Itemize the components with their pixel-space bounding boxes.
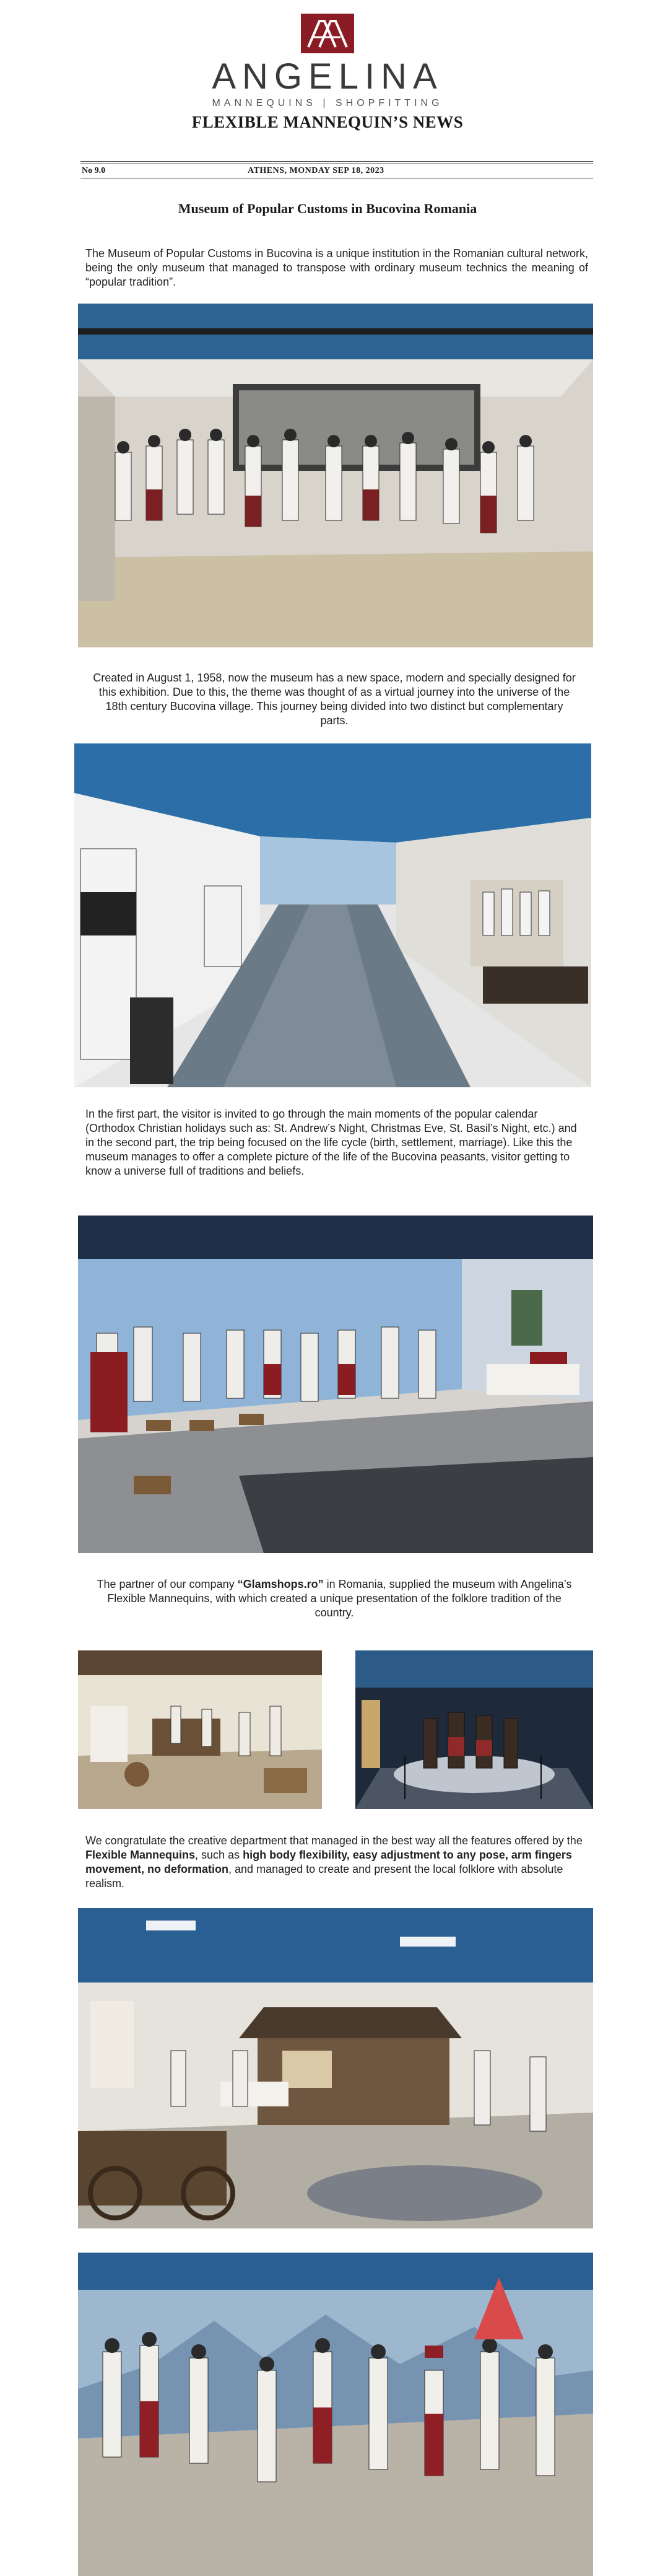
article-title: Museum of Popular Customs in Bucovina Romania xyxy=(178,201,477,216)
angelina-logo-mark xyxy=(301,14,354,53)
double-rule xyxy=(80,161,593,162)
partner-text-before: The partner of our company xyxy=(97,1578,238,1590)
congrats-bold-2: high body flexibility, easy adjustment to any pose, arm fingers movement, no deformation xyxy=(85,1849,572,1875)
congrats-bold-1: Flexible Mannequins xyxy=(85,1849,196,1861)
brand-header xyxy=(0,14,655,109)
issue-dateline: ATHENS, MONDAY SEP 18, 2023 xyxy=(248,166,384,175)
partner-paragraph xyxy=(93,1577,576,1620)
history-paragraph: Created in August 1, 1958, now the museum has a new space, modern and specially designed for this exhibition. Due to this, the theme was thought of as a virtual journey into the universe of the 18th century Bucovina village. This journey being divided into two distinct but complementary parts. xyxy=(93,672,576,727)
visit-paragraph: In the first part, the visitor is invited to go through the main moments of the popular calendar (Orthodox Christian holidays such as: St. Andrew’s Night, Christmas Eve, St. Basil’s Night, etc.) and in the second part, the trip being focused on the life cycle (birth, settlement, marriage). Like this the museum manages to offer a complete picture of the life of the Bucovina peasants, visitor getting to know a universe full of traditions and beliefs. xyxy=(85,1108,577,1177)
village-interior-photo xyxy=(78,1650,322,1809)
village-house-photo xyxy=(78,1908,593,2228)
museum-calendar-photo xyxy=(78,1216,593,1553)
congrats-paragraph xyxy=(85,1834,588,1891)
congrats-text-1: We congratulate the creative department that managed in the best way all the features offered by the xyxy=(85,1834,583,1847)
partner-text-after: in Romania, supplied the museum with Angelina’s Flexible Mannequins, with which created a unique presentation of the folklore tradition of the country. xyxy=(107,1578,572,1619)
issue-number: No 9.0 xyxy=(82,166,106,175)
congrats-text-3: , and managed to create and present the local folklore with absolute realism. xyxy=(85,1863,563,1890)
folk-scene-photo xyxy=(355,1650,593,1809)
museum-corridor-photo xyxy=(74,743,591,1087)
intro-paragraph: The Museum of Popular Customs in Bucovina is a unique institution in the Romanian cultural network, being the only museum that managed to transpose with ordinary museum technics the meaning of “popular tradition”. xyxy=(85,247,588,288)
partner-name: “Glamshops.ro” xyxy=(237,1578,324,1590)
newsletter-title: FLEXIBLE MANNEQUIN’S NEWS xyxy=(191,113,464,131)
brand-tagline: MANNEQUINS | SHOPFITTING xyxy=(212,98,443,108)
folk-group-photo xyxy=(78,2253,593,2576)
brand-name: ANGELINA xyxy=(212,56,443,97)
congrats-text-2: , such as xyxy=(195,1849,243,1861)
museum-hall-photo xyxy=(78,304,593,647)
issue-bar xyxy=(80,164,593,178)
